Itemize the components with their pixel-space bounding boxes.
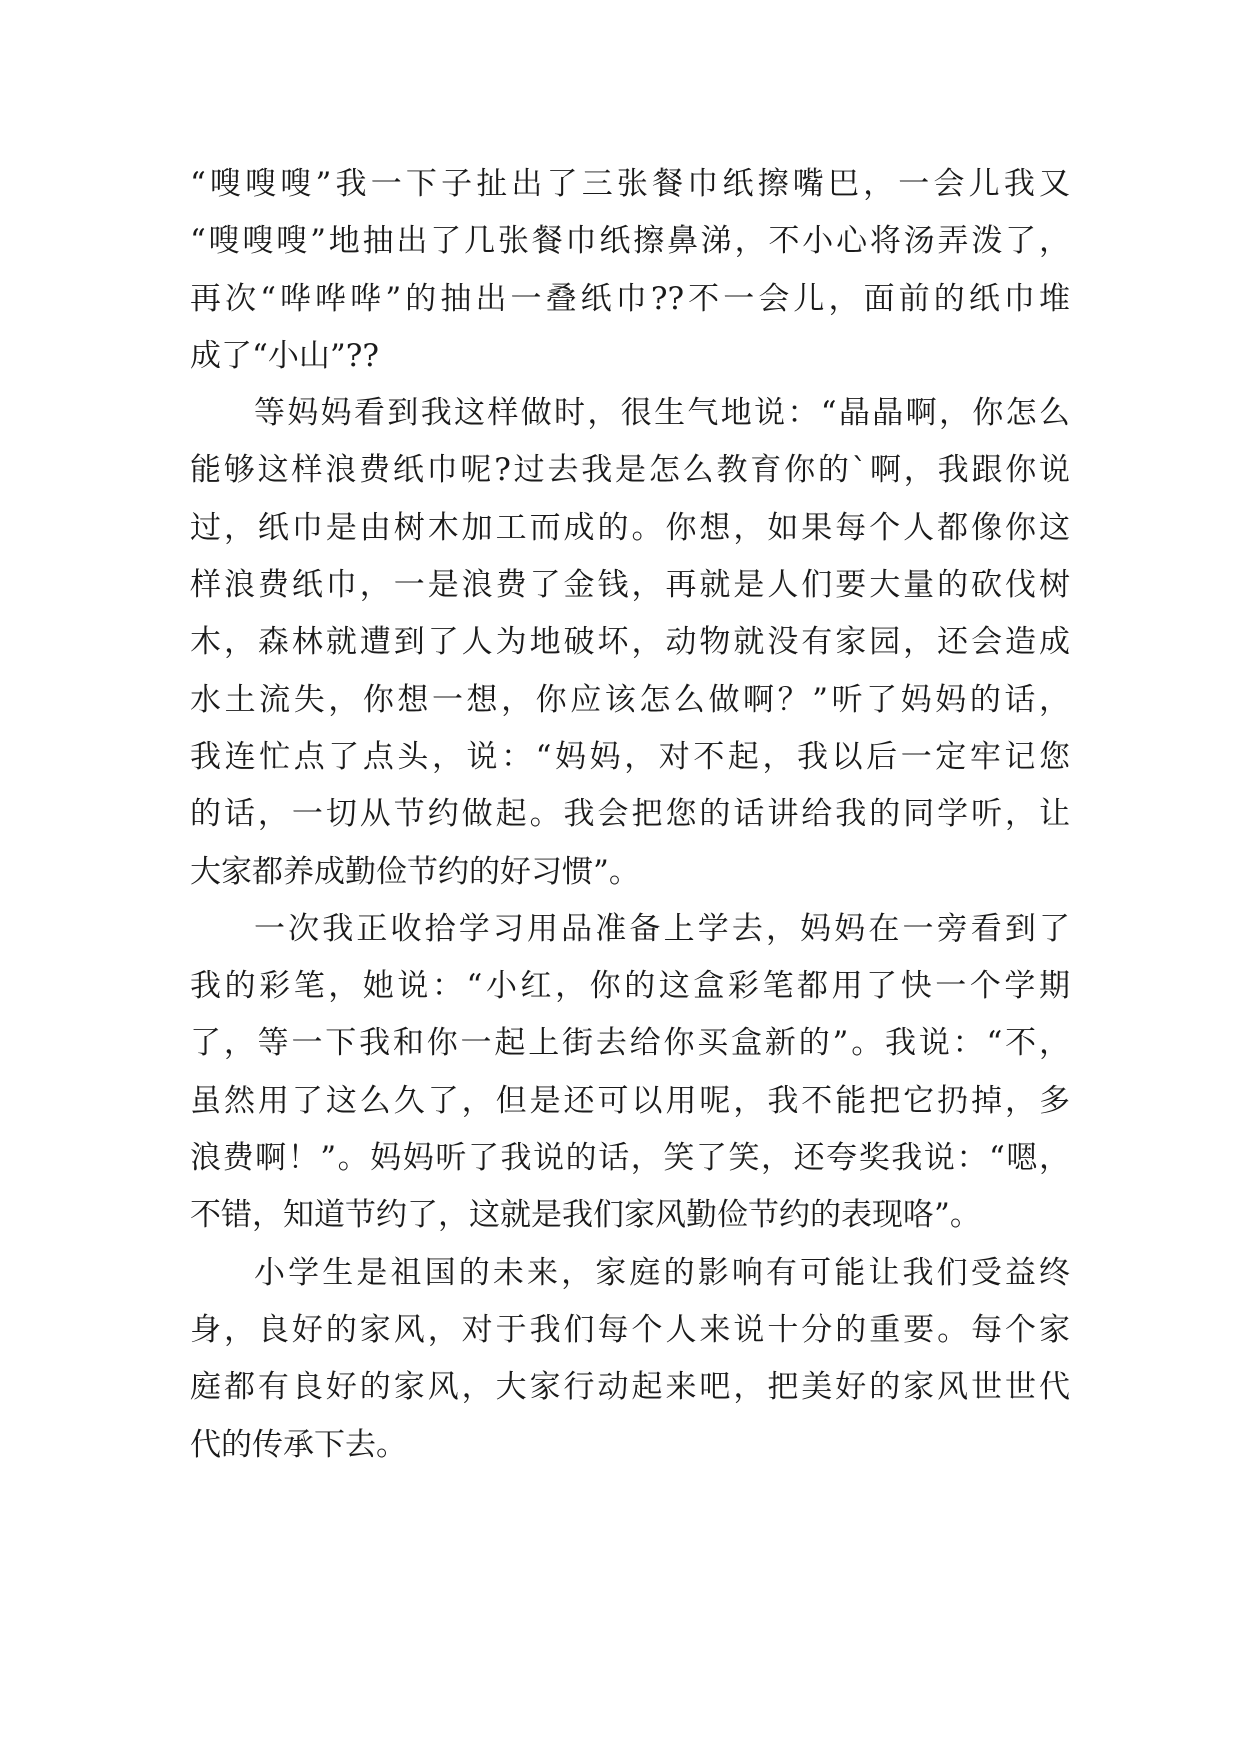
text-line: 大家都养成勤俭节约的好习惯”。: [190, 853, 640, 890]
text-line: 的话，一切从节约做起。我会把您的话讲给我的同学听，让: [190, 796, 1070, 833]
paragraph-2: [190, 385, 1070, 901]
text-line: 等妈妈看到我这样做时，很生气地说：“晶晶啊，你怎么: [254, 395, 1070, 432]
paragraph-1: [190, 156, 1070, 385]
text-line: 成了“小山”??: [190, 337, 379, 374]
text-line: 代的传承下去。: [190, 1426, 407, 1463]
text-line: 小学生是祖国的未来，家庭的影响有可能让我们受益终: [254, 1254, 1070, 1291]
text-line: 了，等一下我和你一起上街去给你买盒新的”。我说：“不，: [190, 1025, 1070, 1062]
text-line: 水土流失，你想一想，你应该怎么做啊？”听了妈妈的话，: [190, 681, 1070, 718]
text-line: 我连忙点了点头，说：“妈妈，对不起，我以后一定牢记您: [190, 738, 1070, 775]
text-line: 身，良好的家风，对于我们每个人来说十分的重要。每个家: [190, 1311, 1070, 1348]
text-line: 能够这样浪费纸巾呢?过去我是怎么教育你的`啊，我跟你说: [190, 452, 1070, 489]
paragraph-3: [190, 901, 1070, 1245]
text-line: 我的彩笔，她说：“小红，你的这盒彩笔都用了快一个学期: [190, 968, 1070, 1005]
text-line: 木，森林就遭到了人为地破坏，动物就没有家园，还会造成: [190, 624, 1070, 661]
text-line: 庭都有良好的家风，大家行动起来吧，把美好的家风世世代: [190, 1369, 1070, 1406]
text-line: “嗖嗖嗖”地抽出了几张餐巾纸擦鼻涕，不小心将汤弄泼了，: [190, 223, 1070, 260]
paragraph-4: [190, 1245, 1070, 1474]
text-line: 再次“哗哗哗”的抽出一叠纸巾??不一会儿，面前的纸巾堆: [190, 280, 1070, 317]
document-body: [190, 156, 1070, 1474]
text-line: 一次我正收拾学习用品准备上学去，妈妈在一旁看到了: [254, 910, 1070, 947]
text-line: 虽然用了这么久了，但是还可以用呢，我不能把它扔掉，多: [190, 1082, 1070, 1119]
text-line: 过，纸巾是由树木加工而成的。你想，如果每个人都像你这: [190, 509, 1070, 546]
text-line: 不错，知道节约了，这就是我们家风勤俭节约的表现咯”。: [190, 1197, 981, 1234]
text-line: 浪费啊！”。妈妈听了我说的话，笑了笑，还夸奖我说：“嗯，: [190, 1140, 1070, 1177]
text-line: 样浪费纸巾，一是浪费了金钱，再就是人们要大量的砍伐树: [190, 567, 1070, 604]
text-line: “嗖嗖嗖”我一下子扯出了三张餐巾纸擦嘴巴，一会儿我又: [190, 166, 1070, 202]
